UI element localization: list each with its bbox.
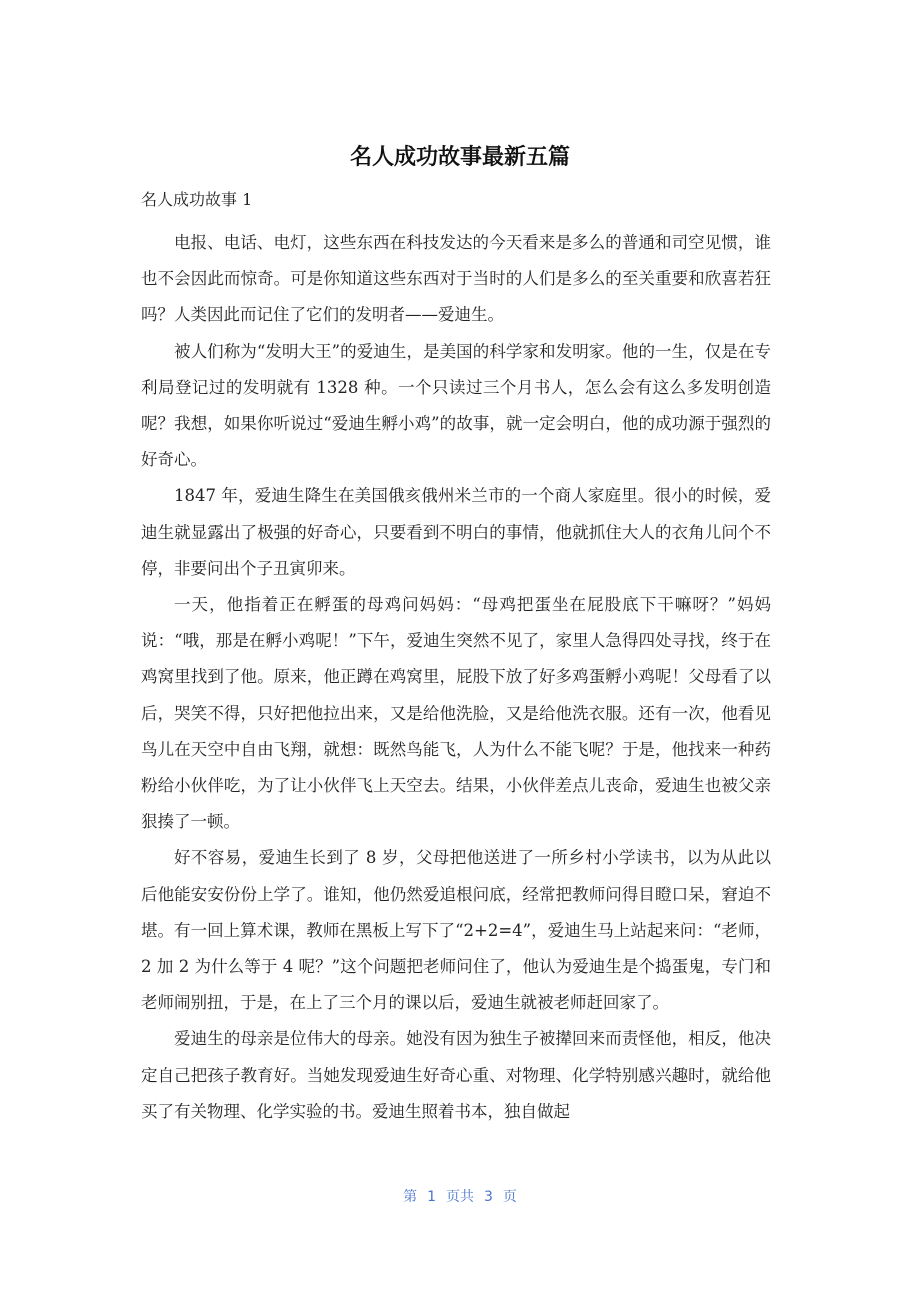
page-footer bbox=[0, 1186, 920, 1208]
footer-suffix: 页 bbox=[502, 1189, 517, 1205]
section-subtitle: 名人成功故事 1 bbox=[141, 190, 253, 209]
paragraph: 被人们称为“发明大王”的爱迪生，是美国的科学家和发明家。他的一生，仅是在专利局登记过的发明就有 1328 种。一个只读过三个月书人，怎么会有这么多发明创造呢？我想，如果你听说过“爱迪生孵小鸡”的故事，就一定会明白，他的成功源于强烈的好奇心。 bbox=[141, 341, 771, 470]
document-body bbox=[141, 225, 771, 1130]
paragraph: 爱迪生的母亲是位伟大的母亲。她没有因为独生子被撵回来而责怪他，相反，他决定自己把孩子教育好。当她发现爱迪生好奇心重、对物理、化学特别感兴趣时，就给他买了有关物理、化学实验的书。爱迪生照着书本，独自做起 bbox=[141, 1029, 771, 1121]
footer-prefix: 第 bbox=[403, 1189, 418, 1205]
paragraph: 电报、电话、电灯，这些东西在科技发达的今天看来是多么的普通和司空见惯，谁也不会因此而惊奇。可是你知道这些东西对于当时的人们是多么的至关重要和欣喜若狂吗？人类因此而记住了它们的发明者——爱迪生。 bbox=[141, 233, 771, 325]
paragraph: 一天，他指着正在孵蛋的母鸡问妈妈：“母鸡把蛋坐在屁股底下干嘛呀？”妈妈说：“哦，那是在孵小鸡呢！”下午，爱迪生突然不见了，家里人急得四处寻找，终于在鸡窝里找到了他。原来，他正蹲在鸡窝里，屁股下放了好多鸡蛋孵小鸡呢！父母看了以后，哭笑不得，只好把他拉出来，又是给他洗脸，又是给他洗衣服。还有一次，他看见鸟儿在天空中自由飞翔，就想：既然鸟能飞，人为什么不能飞呢？于是，他找来一种药粉给小伙伴吃，为了让小伙伴飞上天空去。结果，小伙伴差点儿丧命，爱迪生也被父亲狠揍了一顿。 bbox=[141, 595, 771, 832]
footer-total-pages: 3 bbox=[484, 1189, 493, 1205]
footer-page-number: 1 bbox=[427, 1189, 436, 1205]
footer-middle: 页共 bbox=[446, 1189, 474, 1205]
paragraph: 好不容易，爱迪生长到了 8 岁，父母把他送进了一所乡村小学读书，以为从此以后他能安安份份上学了。谁知，他仍然爱追根问底，经常把教师问得目瞪口呆，窘迫不堪。有一回上算术课，教师在黑板上写下了“2+2=4”，爱迪生马上站起来问：“老师，2 加 2 为什么等于 4 呢？”这个问题把老师问住了，他认为爱迪生是个捣蛋鬼，专门和老师闹别扭，于是，在上了三个月的课以后，爱迪生就被老师赶回家了。 bbox=[141, 848, 771, 1013]
document-title: 名人成功故事最新五篇 bbox=[349, 145, 570, 170]
paragraph: 1847 年，爱迪生降生在美国俄亥俄州米兰市的一个商人家庭里。很小的时候，爱迪生就显露出了极强的好奇心，只要看到不明白的事情，他就抓住大人的衣角儿问个不停，非要问出个子丑寅卯来。 bbox=[141, 486, 771, 578]
